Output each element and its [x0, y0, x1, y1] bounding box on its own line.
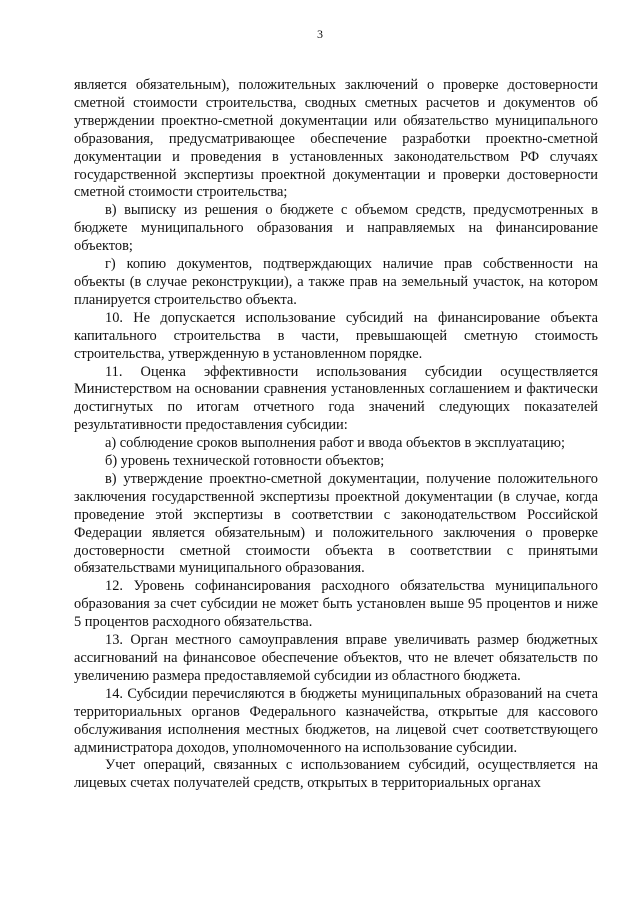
page-number: 3	[317, 27, 323, 41]
paragraph-11: 11. Оценка эффективности использования субсидии осуществляется Министерством на основании сравнения установленных соглашением и фактически достигнутых по итогам отчетного года значений следующих показателей результативности предоставления субсидии:	[74, 363, 598, 434]
paragraph-12: 12. Уровень софинансирования расходного обязательства муниципального образования за счет субсидии не может быть установлен выше 95 процентов и ниже 5 процентов расходного обязательства.	[74, 578, 598, 631]
paragraph-11-item-b: б) уровень технической готовности объектов;	[105, 453, 385, 470]
paragraph-13: 13. Орган местного самоуправления вправе увеличивать размер бюджетных ассигнований на финансовое обеспечение объектов, что не влечет обязательств по увеличению размера предоставляемой субсидии из областного бюджета.	[74, 632, 598, 684]
paragraph-item-g: г) копию документов, подтверждающих наличие прав собственности на объекты (в случае реконструкции), а также прав на земельный участок, на котором планируется строительство объекта.	[74, 256, 598, 308]
paragraph-14: 14. Субсидии перечисляются в бюджеты муниципальных образований на счета территориальных органов Федерального казначейства, открытые для кассового обслуживания исполнения местных бюджетов, на лицевой счет соответствующего администратора доходов, уполномоченного на использование субсидии.	[74, 685, 598, 756]
paragraph-continuation: является обязательным), положительных заключений о проверке достоверности сметной стоимости строительства, сводных сметных расчетов и документов об утверждении проектно-сметной документации или обязательство муниципального образования, предусматривающее обеспечение разработки проектно-сметной документации и проведения в установленных законодательством РФ случаях государственной экспертизы проектной документации и проверки достоверности сметной стоимости строительства;	[74, 77, 598, 201]
document-body	[74, 77, 598, 793]
paragraph-item-v: в) выписку из решения о бюджете с объемом средств, предусмотренных в бюджете муниципального образования и направляемых на финансирование объектов;	[74, 202, 598, 255]
paragraph-10: 10. Не допускается использование субсидий на финансирование объекта капитального строительства в части, превышающей сметную стоимость строительства, утвержденную в установленном порядке.	[74, 309, 598, 362]
paragraph-11-item-a: а) соблюдение сроков выполнения работ и ввода объектов в эксплуатацию;	[105, 435, 565, 452]
paragraph-accounting: Учет операций, связанных с использованием субсидий, осуществляется на лицевых счетах получателей средств, открытых в территориальных органах	[74, 757, 598, 792]
paragraph-11-item-v: в) утверждение проектно-сметной документации, получение положительного заключения государственной экспертизы проектной документации (в случае, когда проведение этой экспертизы в соответствии с законодательством Российской Федерации является обязательным) и положительного заключения о проверке достоверности сметной стоимости объекта в соответствии с принятыми обязательствами муниципального образования.	[74, 470, 598, 577]
